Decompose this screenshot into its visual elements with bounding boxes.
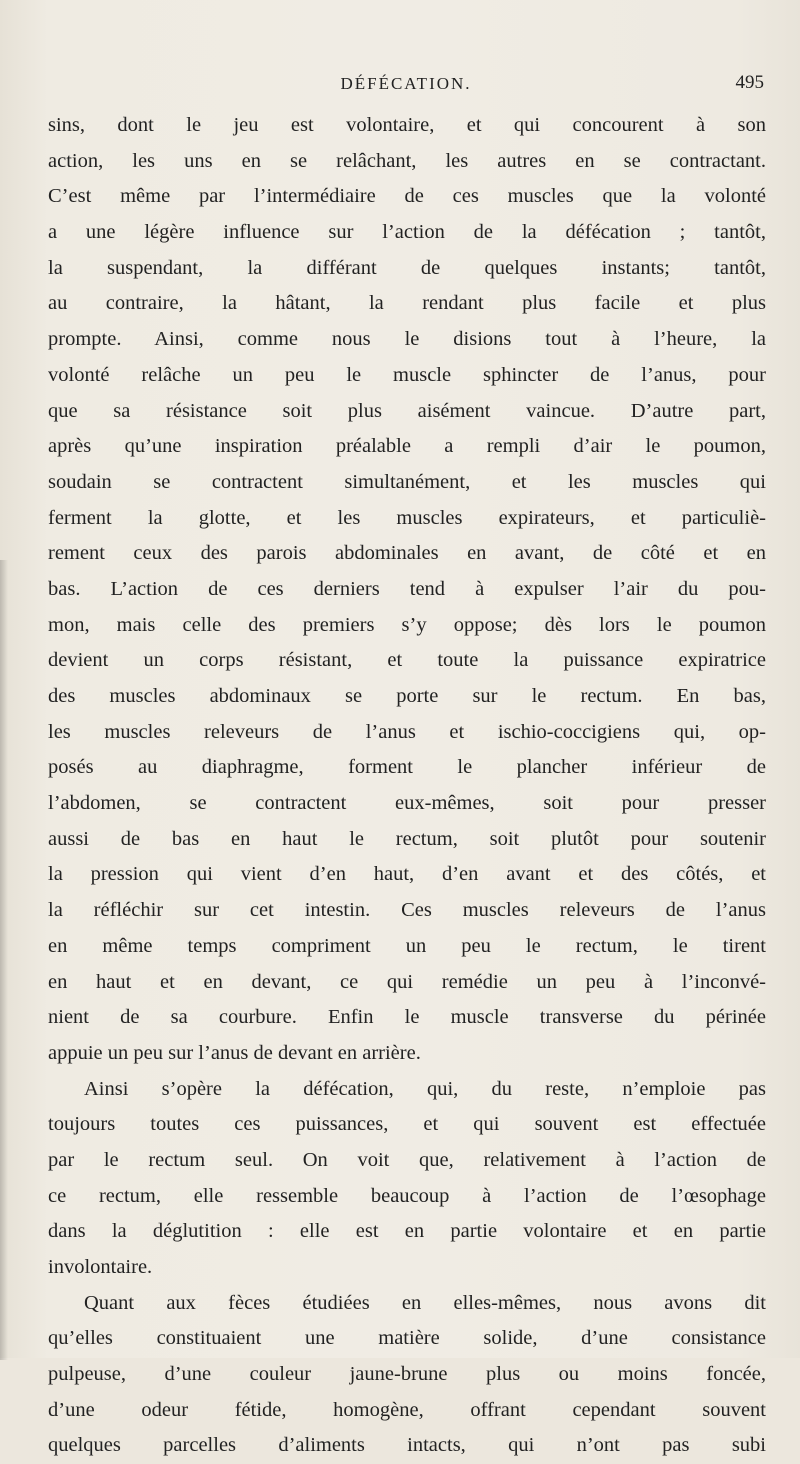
text-line: en haut et en devant, ce qui remédie un peu à l’inconvé- [48,970,766,993]
text-line: que sa résistance soit plus aisément vaincue. D’autre part, [48,399,766,422]
text-line: ferment la glotte, et les muscles expirateurs, et particuliè- [48,506,766,529]
text-line: posés au diaphragme, forment le plancher inférieur de [48,756,766,779]
text-line: toujours toutes ces puissances, et qui souvent est effectuée [48,1113,766,1136]
page-number: 495 [735,72,764,93]
text-line: soudain se contractent simultanément, et les muscles qui [48,470,766,493]
text-line: par le rectum seul. On voit que, relativement à l’action de [48,1148,766,1171]
text-line: dans la déglutition : elle est en partie volontaire et en partie [48,1220,766,1243]
text-line: qu’elles constituaient une matière solide, d’une consistance [48,1327,766,1350]
text-line: involontaire. [48,1256,153,1278]
text-line: rement ceux des parois abdominales en avant, de côté et en [48,542,766,565]
page-header [48,70,764,100]
text-line: au contraire, la hâtant, la rendant plus facile et plus [48,292,766,315]
text-line: aussi de bas en haut le rectum, soit plutôt pour soutenir [48,827,766,850]
text-line: prompte. Ainsi, comme nous le disions tout à l’heure, la [48,328,766,351]
text-line: devient un corps résistant, et toute la puissance expiratrice [48,649,766,672]
text-line: quelques parcelles d’aliments intacts, qui n’ont pas subi [48,1434,766,1457]
text-line: a une légère influence sur l’action de la défécation ; tantôt, [48,221,766,244]
text-line: action, les uns en se relâchant, les autres en se contractant. [48,149,766,172]
text-line: bas. L’action de ces derniers tend à expulser l’air du pou- [48,577,766,600]
text-line: la réfléchir sur cet intestin. Ces muscles releveurs de l’anus [48,899,766,922]
text-line: C’est même par l’intermédiaire de ces muscles que la volonté [48,185,766,208]
text-line: l’abdomen, se contractent eux-mêmes, soit pour presser [48,792,766,815]
text-line: ce rectum, elle ressemble beaucoup à l’action de l’œsophage [48,1184,766,1207]
text-line: la pression qui vient d’en haut, d’en avant et des côtés, et [48,863,766,886]
running-title: DÉFÉCATION. [340,74,472,93]
text-line: d’une odeur fétide, homogène, offrant cependant souvent [48,1398,766,1421]
text-line: nient de sa courbure. Enfin le muscle transverse du périnée [48,1006,766,1029]
text-line: volonté relâche un peu le muscle sphincter de l’anus, pour [48,363,766,386]
text-line: en même temps compriment un peu le rectum, le tirent [48,934,766,957]
paragraph-start-line: Ainsi s’opère la défécation, qui, du reste, n’emploie pas [84,1077,766,1100]
body-text [48,108,766,1464]
text-line: des muscles abdominaux se porte sur le rectum. En bas, [48,685,766,707]
text-line: après qu’une inspiration préalable a rempli d’air le poumon, [48,435,766,458]
text-line: la suspendant, la différant de quelques instants; tantôt, [48,256,766,279]
text-line: sins, dont le jeu est volontaire, et qui concourent à son [48,114,766,136]
paragraph-start-line: Quant aux fèces étudiées en elles-mêmes, nous avons dit [84,1291,766,1314]
page-edge-shadow [0,560,8,1360]
text-line: mon, mais celle des premiers s’y oppose; dès lors le poumon [48,613,766,636]
text-line: les muscles releveurs de l’anus et ischio-coccigiens qui, op- [48,720,766,743]
text-line: appuie un peu sur l’anus de devant en arrière. [48,1041,421,1064]
text-line: pulpeuse, d’une couleur jaune-brune plus ou moins foncée, [48,1363,766,1386]
